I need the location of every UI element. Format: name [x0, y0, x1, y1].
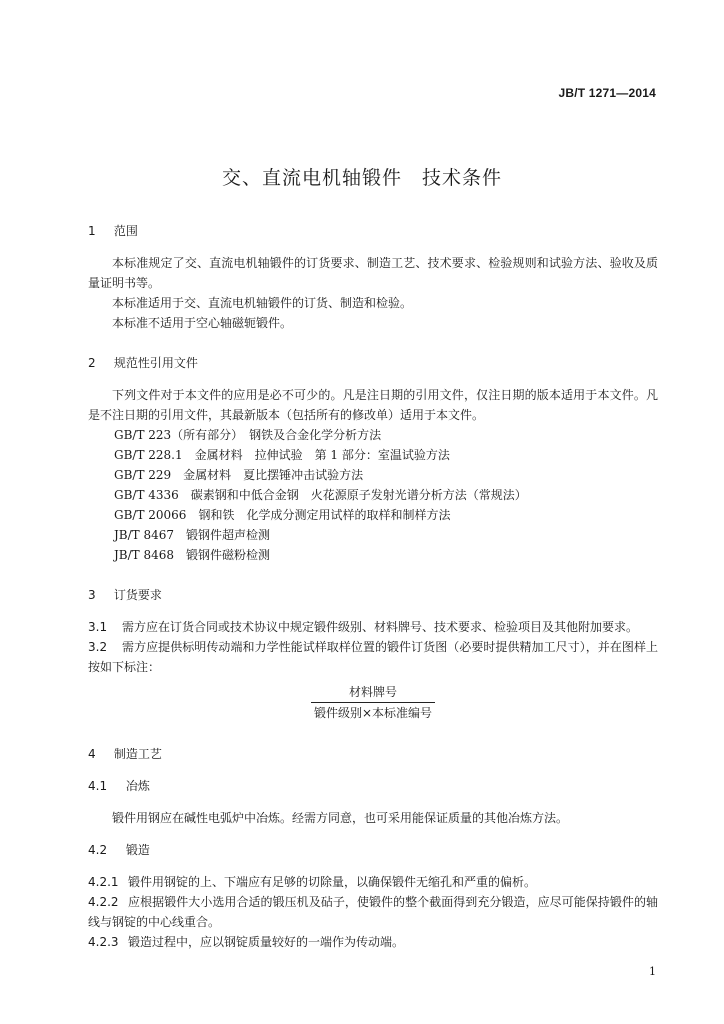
document-title: 交、直流电机轴锻件 技术条件	[221, 167, 502, 189]
reference-item: JB/T 8467 锻钢件超声检测	[114, 528, 271, 542]
reference-item: GB/T 228.1 金属材料 拉伸试验 第 1 部分：室温试验方法	[114, 448, 450, 462]
section-3-heading	[88, 585, 658, 605]
section-title: 制造工艺	[113, 747, 162, 761]
clause-number: 4.2.3	[88, 935, 119, 949]
reference-item: GB/T 4336 碳素钢和中低合金钢 火花源原子发射光谱分析方法（常规法）	[114, 488, 527, 502]
clause-text: 锻件用钢锭的上、下端应有足够的切除量，以确保锻件无缩孔和严重的偏析。	[128, 875, 537, 889]
clause-number: 4.2.1	[88, 875, 119, 889]
section-title: 订货要求	[113, 588, 162, 602]
section-1-heading	[88, 221, 658, 241]
paragraph: 本标准规定了交、直流电机轴锻件的订货要求、制造工艺、技术要求、检验规则和试验方法、验收及质量证明书等。	[88, 256, 658, 290]
clause-text: 需方应提供标明传动端和力学性能试样取样位置的锻件订货图（必要时提供精加工尺寸），并在图样上按如下标注：	[88, 640, 658, 674]
clause-number: 4.2.2	[88, 895, 119, 909]
section-4-heading	[88, 744, 658, 764]
reference-item: JB/T 8468 锻钢件磁粉检测	[114, 548, 271, 562]
section-number: 4	[88, 747, 96, 761]
document-body	[88, 221, 658, 952]
paragraph: 本标准不适用于空心轴磁轭锻件。	[112, 316, 293, 330]
clause-4-2-1	[88, 872, 658, 892]
subsection-title: 锻造	[125, 843, 150, 857]
section-2-heading	[88, 353, 658, 373]
subsection-number: 4.2	[88, 843, 108, 857]
section-title: 范围	[113, 224, 138, 238]
clause-4-2-2	[88, 892, 658, 932]
marking-fraction	[311, 683, 435, 722]
clause-text: 应根据锻件大小选用合适的锻压机及砧子，使锻件的整个截面得到充分锻造，应尽可能保持锻件的轴线与钢锭的中心线重合。	[88, 895, 658, 929]
section-number: 2	[88, 356, 96, 370]
standard-code: JB/T 1271—2014	[558, 86, 656, 100]
clause-4-2-3	[88, 932, 658, 952]
subsection-4-2-heading	[88, 840, 658, 860]
clause-text: 需方应在订货合同或技术协议中规定锻件级别、材料牌号、技术要求、检验项目及其他附加要求。	[122, 620, 639, 634]
section-title: 规范性引用文件	[113, 356, 198, 370]
reference-item: GB/T 223（所有部分） 钢铁及合金化学分析方法	[114, 428, 382, 442]
reference-item: GB/T 229 金属材料 夏比摆锤冲击试验方法	[114, 468, 364, 482]
subsection-number: 4.1	[88, 779, 108, 793]
clause-3-1	[88, 617, 658, 637]
reference-item: GB/T 20066 钢和铁 化学成分测定用试样的取样和制样方法	[114, 508, 451, 522]
clause-number: 3.1	[88, 620, 108, 634]
section-number: 3	[88, 588, 96, 602]
paragraph: 本标准适用于交、直流电机轴锻件的订货、制造和检验。	[112, 296, 413, 310]
paragraph: 下列文件对于本文件的应用是必不可少的。凡是注日期的引用文件，仅注日期的版本适用于本文件。凡是不注日期的引用文件，其最新版本（包括所有的修改单）适用于本文件。	[88, 388, 658, 422]
section-number: 1	[88, 224, 96, 238]
clause-text: 锻造过程中，应以钢锭质量较好的一端作为传动端。	[128, 935, 405, 949]
subsection-title: 冶炼	[125, 779, 150, 793]
fraction-numerator: 材料牌号	[311, 683, 435, 703]
paragraph: 锻件用钢应在碱性电弧炉中冶炼。经需方同意，也可采用能保证质量的其他冶炼方法。	[112, 811, 569, 825]
fraction-denominator: 锻件级别×本标准编号	[313, 706, 433, 720]
clause-3-2	[88, 637, 658, 677]
subsection-4-1-heading	[88, 776, 658, 796]
clause-number: 3.2	[88, 640, 108, 654]
page-number: 1	[649, 965, 656, 978]
